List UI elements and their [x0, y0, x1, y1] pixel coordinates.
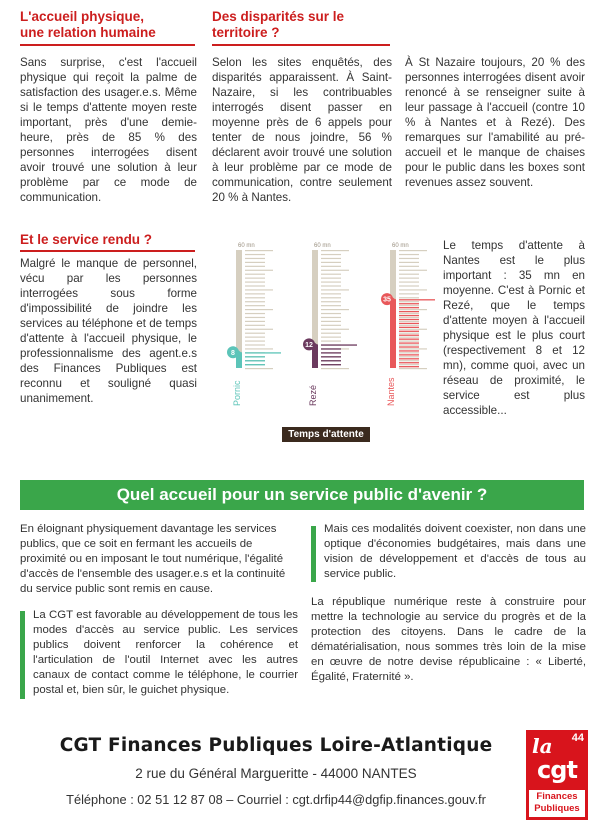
gauge-tick: [245, 333, 265, 334]
gauge-tick: [245, 254, 265, 255]
heading-line: territoire ?: [212, 25, 280, 40]
gauge-value-tick: [399, 319, 419, 320]
gauge-value-tick: [245, 364, 265, 365]
gauge-tick: [321, 368, 349, 369]
gauge-max-label: 60 mn: [314, 243, 331, 249]
gauge-value-label: 35: [383, 296, 391, 304]
gauge-tick: [321, 301, 341, 302]
gauge-tick: [245, 278, 265, 279]
gauge-tick: [321, 293, 341, 294]
gauge-value-tick: [399, 366, 419, 367]
gauge-value-tick: [321, 360, 341, 361]
gauge-tick: [399, 368, 427, 369]
gauge-tick: [245, 313, 265, 314]
gauge-tick: [399, 321, 419, 322]
gauge-value-tick: [399, 335, 419, 336]
heading-line: une relation humaine: [20, 25, 156, 40]
paragraph-service-rendu: Malgré le manque de personnel, vécu par les personnes interrogées sous forme d'impossibilité de joindre les services au téléphone et de temps d'attente à l'accueil physique, le professionnalisme des agent.e.s des Finances Publiques est reconnu et souligné quasi unanimement.: [20, 257, 197, 405]
gauge-tick: [399, 348, 427, 349]
gauge-tick: [245, 348, 273, 349]
gauge-tick: [399, 289, 427, 290]
gauge-tick: [321, 262, 341, 263]
gauge-tick: [321, 340, 341, 341]
gauge-tick: [399, 325, 419, 326]
gauge-tick: [245, 250, 273, 251]
gauge-tick: [399, 262, 419, 263]
gauge-value-tick: [321, 364, 341, 365]
gauge-value-tick: [399, 362, 419, 363]
gauge-tick: [321, 254, 341, 255]
gauge-tick: [321, 321, 341, 322]
gauge-tick: [245, 325, 265, 326]
footer-address: 2 rue du Général Margueritte - 44000 NANTES: [135, 766, 417, 781]
gauge-tick: [321, 281, 341, 282]
gauge-tick: [399, 274, 419, 275]
gauge-tick: [321, 297, 341, 298]
gauge-tick: [399, 337, 419, 338]
gauge-tick: [399, 344, 419, 345]
gauge-tick: [245, 293, 265, 294]
gauge-tick: [245, 344, 265, 345]
gauge-tick: [399, 333, 419, 334]
gauge-tick: [321, 317, 341, 318]
gauge-tick: [399, 270, 427, 271]
heading-accueil-physique: [20, 9, 195, 41]
logo-number: 44: [571, 732, 584, 744]
chart-svg: [212, 238, 440, 443]
gauge-value-tick: [245, 352, 281, 353]
gauge-tick: [245, 281, 265, 282]
gauge-value-tick: [399, 339, 419, 340]
gauge-value-tick: [321, 356, 341, 357]
gauge-tick: [245, 329, 273, 330]
gauge-max-label: 60 mn: [392, 243, 409, 249]
accent-bar: [311, 526, 316, 582]
footer-title: CGT Finances Publiques Loire-Atlantique: [59, 735, 493, 756]
gauge-tick: [245, 258, 265, 259]
gauge-tick: [321, 309, 349, 310]
gauge-value-tick: [399, 354, 419, 355]
paragraph-cgt-favorable: La CGT est favorable au développement de tous les modes d'accès au service public. Les services publics doivent renforcer la cohérence et l'articulation de l'outil Internet avec les autres canaux de contact comme le téléphone, le courrier postal et, bien sûr, le guichet physique.: [33, 609, 298, 696]
gauge-value-tick: [245, 360, 265, 361]
gauge-tick: [399, 293, 419, 294]
gauge-tick: [321, 325, 341, 326]
gauge-tick: [399, 305, 419, 306]
gauge-tick: [245, 262, 265, 263]
logo-la: la: [532, 734, 553, 758]
gauge-tick: [245, 305, 265, 306]
gauge-tick: [245, 321, 265, 322]
gauge-category-label: Rezé: [308, 384, 318, 406]
gauge-tick: [321, 305, 341, 306]
gauge-tick: [399, 356, 419, 357]
heading-line: Des disparités sur le: [212, 9, 345, 24]
gauge-tick: [399, 301, 419, 302]
gauge-tick: [245, 266, 265, 267]
gauge-tick: [321, 337, 341, 338]
chart-title-box: [282, 427, 370, 442]
gauge-tick: [399, 278, 419, 279]
gauge-tick: [399, 285, 419, 286]
gauge-tick: [399, 329, 427, 330]
gauge-value-tick: [399, 315, 419, 316]
logo-sub-2: Publiques: [534, 803, 580, 814]
gauge-value-tick: [399, 299, 435, 300]
cgt-logo: [526, 730, 588, 820]
gauge-tick: [321, 289, 349, 290]
gauge-category-label: Pornic: [232, 380, 242, 406]
heading-underline: [20, 44, 195, 46]
gauge-value-tick: [399, 346, 419, 347]
gauge-value-label: 8: [231, 349, 235, 357]
gauge-tick: [321, 274, 341, 275]
gauge-tick: [399, 340, 419, 341]
gauge-value-tick: [245, 356, 265, 357]
gauge-tick: [245, 270, 273, 271]
gauge-value-label: 12: [305, 341, 313, 349]
gauge-value-tick: [399, 327, 419, 328]
heading-disparites: [212, 9, 392, 41]
gauge-tick: [321, 250, 349, 251]
gauge-tick: [321, 313, 341, 314]
banner-title: Quel accueil pour un service public d'avenir ?: [116, 485, 488, 504]
gauge-value-tick: [321, 344, 357, 345]
gauge-tick: [399, 258, 419, 259]
paragraph-coexister: Mais ces modalités doivent coexister, non dans une optique d'économies budgétaires, mais dans une vision de développement et d'accès de tous au service public.: [324, 523, 586, 580]
logo-sub-box: [529, 790, 585, 817]
gauge-tick: [245, 301, 265, 302]
gauge-tick: [399, 281, 419, 282]
gauge-tick: [321, 329, 349, 330]
gauge-value-tick: [399, 342, 419, 343]
gauge-value-tick: [399, 303, 419, 304]
wait-time-chart: [212, 238, 440, 443]
gauge-category-label: Nantes: [386, 377, 396, 406]
gauge-tick: [321, 270, 349, 271]
paragraph-temps-attente: Le temps d'attente à Nantes est le plus important : 35 mn en moyenne. C'est à Pornic et Rezé, que le temps d'attente moyen à l'accueil physique est le plus court (respectivement 8 et 12 mn), comme quoi, avec un réseau de proximité, le service est plus accessible...: [443, 239, 585, 417]
gauge-tick: [245, 274, 265, 275]
paragraph-eloignement: En éloignant physiquement davantage les services publics, que ce soit en fermant les accueils de proximité ou en imposant le tout numérique, l'égalité d'accès de l'ensemble des usager.e.s et la continuité du service public sont remis en cause.: [20, 523, 286, 595]
paragraph-accueil-physique: Sans surprise, c'est l'accueil physique qui reçoit la palme de satisfaction des usager.e.s. Même si le temps d'attente moyen reste important, près d'une demie-heure, près de 85 % des personnes interrogées disent avoir trouvé une solution à leur problème par ce mode de communication.: [20, 56, 197, 204]
gauge-tick: [399, 266, 419, 267]
gauge-tick: [245, 337, 265, 338]
heading-line: L'accueil physique,: [20, 9, 144, 24]
gauge-tick: [321, 266, 341, 267]
gauge-value-tick: [399, 311, 419, 312]
gauge-value-tick: [399, 331, 419, 332]
gauge-tick: [321, 278, 341, 279]
gauge-tick: [245, 309, 273, 310]
gauge-value-tick: [399, 307, 419, 308]
paragraph-republique-numerique: La république numérique reste à construire pour mettre la technologie au service du progrès et de la protection des citoyens. Dans le cadre de la dématérialisation, nous sommes très loin de la mise en œuvre de notre devise républicaine : « Liberté, Égalité, Fraternité ».: [311, 596, 586, 683]
gauge-tick: [245, 317, 265, 318]
gauge-tick: [399, 250, 427, 251]
heading-service-rendu: Et le service rendu ?: [20, 232, 153, 247]
paragraph-disparites: Selon les sites enquêtés, des disparités apparaissent. À Saint-Nazaire, si les contribuables interrogés disent passer en moyenne près de 6 appels pour tenter de nous joindre, 56 % déclarent avoir trouvé une solution à leur problème par ce mode de communication, contre seulement 20 % à Nantes.: [212, 56, 392, 204]
accent-bar: [20, 611, 25, 699]
gauge-value-tick: [399, 358, 419, 359]
gauge-tick: [399, 309, 427, 310]
gauge-tick: [245, 340, 265, 341]
gauge-tick: [245, 297, 265, 298]
gauge-tick: [321, 258, 341, 259]
heading-underline: [20, 250, 195, 252]
chart-title: Temps d'attente: [288, 429, 364, 440]
gauge-value-tick: [399, 350, 419, 351]
gauge-tick: [245, 368, 273, 369]
paragraph-st-nazaire: À St Nazaire toujours, 20 % des personnes interrogées disent avoir renoncé à se renseigner suite à leur passage à l'accueil (contre 10 % à Nantes et à Rezé). Des remarques sur l'amabilité au pré-accueil et le manque de chaises pour le public dans les boxes sont revenues assez souvent.: [405, 56, 585, 189]
footer-contact: Téléphone : 02 51 12 87 08 – Courriel : cgt.drfip44@dgfip.finances.gouv.fr: [66, 792, 486, 807]
gauge-tick: [321, 285, 341, 286]
gauge-tick: [399, 364, 419, 365]
logo-cgt: cgt: [537, 756, 577, 784]
section-banner: [20, 480, 584, 510]
gauge-value-tick: [321, 352, 341, 353]
gauge-fill: [390, 299, 396, 368]
gauge-value-tick: [321, 348, 341, 349]
gauge-tick: [399, 313, 419, 314]
gauge-tick: [399, 352, 419, 353]
gauge-max-label: 60 mn: [238, 243, 255, 249]
gauge-tick: [321, 333, 341, 334]
gauge-tick: [399, 254, 419, 255]
gauge-tick: [399, 297, 419, 298]
gauge-tick: [399, 360, 419, 361]
gauge-value-tick: [399, 323, 419, 324]
gauge-tick: [399, 317, 419, 318]
logo-sub-1: Finances: [536, 791, 578, 802]
gauge-tick: [245, 285, 265, 286]
heading-underline: [212, 44, 390, 46]
gauge-tick: [245, 289, 273, 290]
